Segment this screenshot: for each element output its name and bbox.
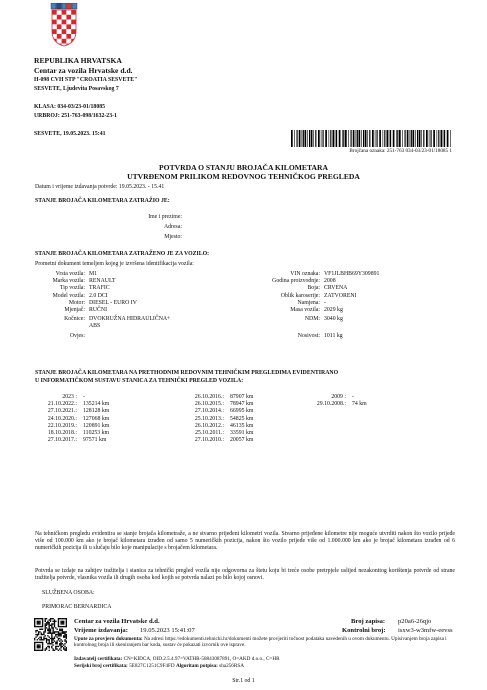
history-date: 26.10.2016.: <box>194 394 224 400</box>
control-label: Kontrolni broj: <box>342 627 386 634</box>
history-km: 127068 km <box>83 415 110 422</box>
history-row <box>35 408 109 415</box>
history-row <box>178 394 253 401</box>
vehicle-details <box>35 271 455 340</box>
history-date: 2023 : <box>62 394 77 400</box>
verification-label: Upute za provjeru dokumenta: <box>74 636 143 642</box>
history-heading-2: U INFORMATIČKOM SUSTAVU STANICA ZA TEHNIČKI PREGLED VOZILA: <box>35 378 244 384</box>
history-heading: STANJE BROJAČA KILOMETARA NA PRETHODNIM REDOVNIM TEHNIČKIM PREGLEDIMA EVIDENTIRANO <box>35 370 339 376</box>
history-km: 54825 km <box>230 415 254 422</box>
history-col-3 <box>300 394 367 408</box>
control-value: isxw3-w3mfw-eevss <box>398 627 453 634</box>
requester-name-label: Ime i prezime: <box>148 214 182 220</box>
history-date: 27.10.2014.: <box>194 408 224 415</box>
history-km: 97571 km <box>83 437 107 444</box>
verification-text: Na adresi https://edokumenti.tehnicki.hr/dokumenti možete provjeriti točnost podataka navedenih u ovom dokumentu. Upisivanjem broja zapisa i kontrolnog broja ili skeniranjem bar koda, sustav će pokazati izvornik ove isprave. <box>74 636 447 649</box>
history-km: 46135 km <box>230 422 254 429</box>
vehicle-right-value: VF1JLBHB69Y309891 <box>324 271 380 277</box>
history-date: 21.10.2022.: <box>47 401 77 408</box>
certificate-issuer-value: CN=KIDCA, OID.2.5.4.97=VATHR-58843087891, O=AKD d.o.o., C=HR <box>123 656 280 662</box>
history-km: 20057 km <box>230 437 254 444</box>
history-km: 120891 km <box>83 422 110 429</box>
barcode-caption: Brojčana oznaka: 251-763 034-03/23-01/18085 1 <box>349 148 452 154</box>
history-row <box>300 401 367 408</box>
record-label: Broj zapisa: <box>351 618 386 625</box>
vehicle-right-value: - <box>324 299 326 306</box>
verification-instructions <box>74 636 454 649</box>
history-km: 87907 km <box>230 394 254 400</box>
history-date: 25.10.2011.: <box>195 430 224 437</box>
vehicle-right-label: Namjena: <box>297 299 320 306</box>
vehicle-left-label: Marka vozila: <box>52 278 85 285</box>
vehicle-left-label: Model vozila: <box>52 292 85 299</box>
vehicle-row <box>35 293 455 300</box>
history-row <box>178 401 253 408</box>
history-row <box>35 416 109 423</box>
vehicle-right-value: 1011 kg <box>324 332 343 339</box>
urbroj: URBROJ: 251-763-098/1632-23-1 <box>34 113 117 119</box>
vehicle-left-label: Motor: <box>68 299 85 306</box>
history-date: 27.10.2010.: <box>194 437 224 444</box>
vehicle-right-value: 3040 kg <box>324 316 343 323</box>
requester-heading: STANJE BROJAČA KILOMETARA ZATRAŽIO JE: <box>35 198 170 204</box>
vehicle-left-label: Ovjes: <box>69 332 85 339</box>
vehicle-left-value: M1 <box>89 271 98 277</box>
history-date: 18.10.2018.: <box>47 430 77 437</box>
vehicle-left-value: DIESEL - EURO IV <box>89 299 137 306</box>
vehicle-right-label: Nosivost: <box>297 332 320 339</box>
history-col-2 <box>178 394 253 444</box>
history-date: 26.10.2012.: <box>194 422 224 429</box>
issuer-country: REPUBLIKA HRVATSKA <box>34 56 122 65</box>
issue-date: Datum i vrijeme izdavanja potvrde: 19.05.2023. - 15.41 <box>35 184 165 190</box>
history-km: 66995 km <box>230 408 254 415</box>
history-km: 74 km <box>352 401 367 408</box>
vehicle-right-label: VIN oznaka: <box>290 271 320 277</box>
barcode <box>291 130 451 147</box>
certificate-issuer <box>74 656 454 662</box>
vehicle-right-label: NDM: <box>304 316 320 323</box>
vehicle-row <box>35 323 455 330</box>
certificate-serial <box>74 663 454 669</box>
history-row <box>178 430 253 437</box>
signature-algorithm-label: Algoritam potpisa: <box>175 663 218 669</box>
history-date: 26.10.2015.: <box>194 401 224 408</box>
vehicle-right-label: Masa vozila: <box>290 307 320 314</box>
vehicle-right-value: 2008 <box>324 278 336 285</box>
vehicle-row <box>35 285 455 292</box>
history-row <box>35 394 109 401</box>
certificate-serial-value: 5E827C1251C9F4FD <box>129 663 175 669</box>
history-km: 33591 km <box>230 430 254 437</box>
vehicle-left-label: Tip vozila: <box>59 285 85 292</box>
vehicle-left-label <box>35 323 85 330</box>
document-title: POTVRDA O STANJU BROJAČA KILOMETARA <box>159 163 328 172</box>
history-row <box>178 416 253 423</box>
vehicle-left-value: ABS <box>89 323 101 330</box>
vehicle-right-value: CRVENA <box>324 285 348 292</box>
klasa: KLASA: 034-03/23-01/18085 <box>34 104 106 110</box>
issuer-org: Centar za vozila Hrvatske d.d. <box>34 66 133 75</box>
vehicle-left-value <box>85 331 204 340</box>
vehicle-right-value: 2029 kg <box>324 307 343 314</box>
history-km: - <box>352 394 354 400</box>
official-name: PRIMORAC BERNARDICA <box>42 604 112 610</box>
issuer-station: H-098 CVH STP "CROATIA SESVETE" <box>34 77 138 83</box>
record-value: p20a6-26qjo <box>398 618 432 625</box>
footer-org: Centar za vozila Hrvatske d.d. <box>74 618 160 625</box>
vehicle-left-value: RENAULT <box>89 278 116 285</box>
document-subtitle: UTVRĐENOM PRILIKOM REDOVNOG TEHNIČKOG PREGLEDA <box>127 172 360 181</box>
vehicle-left-label: Mjenjač: <box>64 307 85 314</box>
history-row <box>178 423 253 430</box>
vehicle-row <box>35 300 455 307</box>
issuer-address: SESVETE, Ljudevita Posavskog 7 <box>34 86 119 92</box>
history-date: 2009 : <box>331 394 346 400</box>
vehicle-left-value: DVOKRUŽNA HIDRAULIČNA+ <box>89 316 171 323</box>
issued-value: 19.05.2023 15:41:07 <box>140 627 195 634</box>
history-row <box>178 408 253 415</box>
vehicle-row <box>35 278 455 285</box>
vehicle-right-label: Boja: <box>307 285 320 292</box>
history-row <box>178 437 253 444</box>
vehicle-right-label: Godina proizvodnje: <box>272 278 320 285</box>
history-km: 135214 km <box>83 401 110 408</box>
vehicle-right-label <box>204 323 320 330</box>
history-row <box>35 401 109 408</box>
vehicle-left-value: TRAFIC <box>89 285 110 292</box>
history-km: 128128 km <box>83 408 110 415</box>
issued-label: Vrijeme izdavanja: <box>74 627 128 634</box>
history-row <box>35 423 109 430</box>
history-km: 78947 km <box>230 401 254 408</box>
history-date: 25.10.2013.: <box>194 415 224 422</box>
history-km: - <box>83 394 85 400</box>
place-date: SESVETE, 19.05.2023. 15:41 <box>34 131 106 137</box>
vehicle-right-label: Oblik karoserije: <box>280 292 320 299</box>
page-number: Str.1 od 1 <box>232 678 255 684</box>
history-date: 22.10.2019.: <box>47 422 77 429</box>
history-km: 110253 km <box>83 430 110 437</box>
history-row <box>300 394 367 401</box>
vehicle-heading: STANJE BROJAČA KILOMETARA ZATRAŽENO JE ZA VOZILO: <box>35 251 210 257</box>
disclaimer-liability: Potvrda se izdaje na zahtjev tražitelja i stanica za tehnički pregled vozila nije odgovorna za štetu koju bi treće osobe pretrpjele uslijed nezakonitog korištenja potvrde od strane tražitelja potvrde, vlasnika vozila ili drugih osoba kod kojih se potvrda nalazi po bilo kojoj osnovi. <box>35 568 455 582</box>
history-row <box>35 430 109 437</box>
vehicle-left-value: 2.0 DCI <box>89 292 108 299</box>
vehicle-intro: Prometni dokument temeljem kojeg je izvršena identifikacija vozila: <box>35 261 194 267</box>
history-date: 24.10.2020.: <box>47 415 77 422</box>
vehicle-row <box>35 331 455 340</box>
requester-place-label: Mjesto: <box>164 234 182 240</box>
vehicle-left-value: RUČNI <box>89 307 108 314</box>
vehicle-row <box>35 307 455 314</box>
official-label: SLUŽBENA OSOBA: <box>42 590 95 596</box>
disclaimer-odometer: Na tehničkom pregledu evidentira se stanje brojača kilometraže, a ne stvarno prijeđeni kilometri vozila. Stvarno prijeđene kilometre nije moguće utvrditi nakon što vozilo prijeđe više od 100.000 km ako je brojač kilometara izrađen od samo 5 numeričkih pozicija, nakon što vozilo prijeđe više od 1.000.000 km ako je brojač kilometara izrađen od 6 numeričkih pozicija ili u slučaju bilo koje manipulacije s brojačem kilometara. <box>35 531 455 552</box>
certificate-serial-label: Serijski broj certifikata: <box>74 663 128 669</box>
vehicle-row <box>35 314 455 323</box>
vehicle-row <box>35 271 455 278</box>
coat-of-arms-icon <box>50 3 78 47</box>
history-row <box>35 437 109 444</box>
vehicle-right-value: ZATVORENI <box>324 292 357 299</box>
history-date: 27.10.2021.: <box>47 408 77 415</box>
history-date: 29.10.2008.: <box>316 401 346 408</box>
history-col-1 <box>35 394 109 444</box>
qr-code <box>34 618 67 651</box>
vehicle-right-value <box>320 323 455 330</box>
vehicle-left-label: Vrsta vozila: <box>55 271 85 277</box>
history-date: 27.10.2017.: <box>47 437 77 444</box>
vehicle-left-label: Kočnice: <box>64 316 85 323</box>
signature-algorithm-value: sha256RSA <box>219 663 244 669</box>
certificate-issuer-label: Izdavatelj certifikata: <box>74 656 123 662</box>
requester-address-label: Adresa: <box>163 224 182 230</box>
